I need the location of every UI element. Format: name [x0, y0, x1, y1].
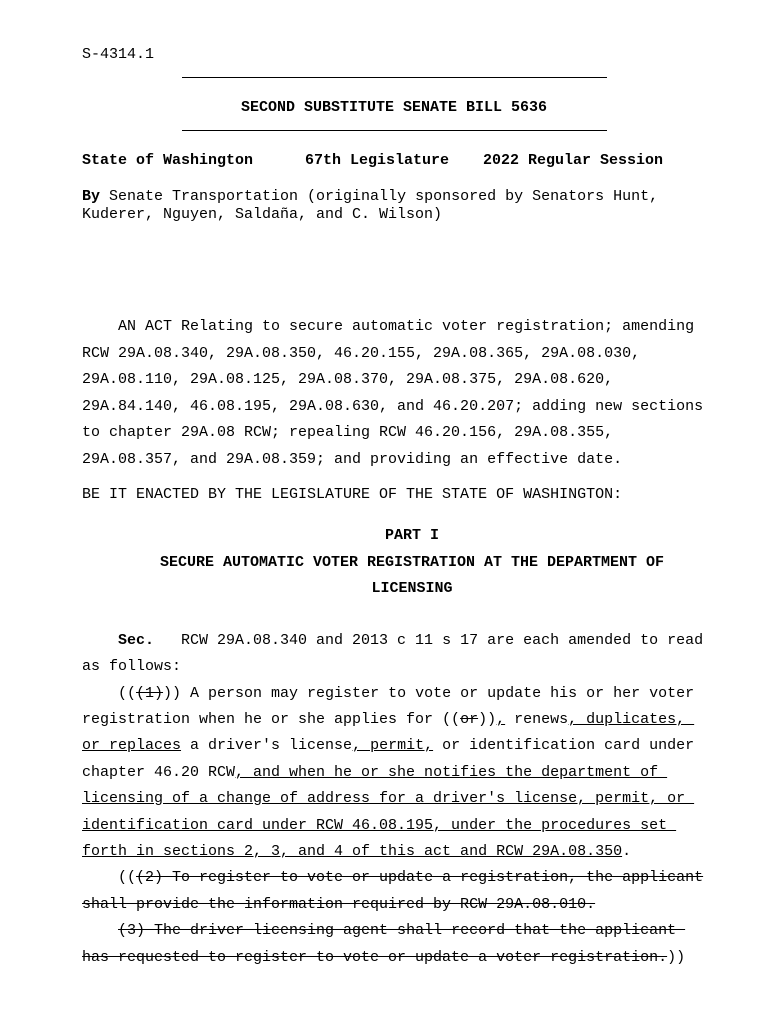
section-heading-line-2: as follows:: [82, 658, 182, 675]
section-label: Sec.: [118, 632, 155, 649]
struck-text: (1): [136, 685, 164, 702]
inserted-text: , and when he or she notifies the department of: [235, 764, 668, 781]
title-rule-bottom: [182, 130, 607, 131]
section-heading-text: RCW 29A.08.340 and 2013 c 11 s 17 are each amended to read: [154, 632, 704, 649]
text-run: a driver's license: [181, 737, 353, 754]
inserted-text: , duplicates,: [568, 711, 695, 728]
text-run: )): [667, 949, 686, 966]
para1-line-1: [82, 685, 694, 703]
para1-line-6: identification card under RCW 46.08.195, under the procedures set: [82, 817, 677, 834]
struck-text: or: [460, 711, 479, 728]
sponsor-line-1: [82, 188, 658, 206]
text-run: renews: [505, 711, 569, 728]
text-run: ((: [82, 869, 137, 886]
struck-text: (3) The driver licensing agent shall record that the applicant: [118, 922, 686, 939]
para1-line-4: [82, 764, 667, 782]
para1-line-7: [82, 843, 631, 861]
sponsor-by-label: By: [82, 188, 101, 205]
section-heading: [118, 632, 703, 650]
inserted-text: or replaces: [82, 737, 182, 754]
text-run: )) A person may register to vote or update his or her voter: [163, 685, 695, 702]
header-state: State of Washington: [82, 152, 254, 169]
text-run: )): [478, 711, 497, 728]
para2-line-2: shall provide the information required by RCW 29A.08.010.: [82, 896, 596, 913]
para3-line-2: [82, 949, 685, 967]
act-line-3: 29A.08.110, 29A.08.125, 29A.08.370, 29A.08.375, 29A.08.620,: [82, 371, 614, 388]
enacting-clause: BE IT ENACTED BY THE LEGISLATURE OF THE STATE OF WASHINGTON:: [82, 486, 623, 503]
text-run: .: [622, 843, 632, 860]
text-run: [82, 922, 118, 939]
act-line-4: 29A.84.140, 46.08.195, 29A.08.630, and 46.20.207; adding new sections: [82, 398, 704, 415]
inserted-text: , permit,: [352, 737, 434, 754]
text-run: registration when he or she applies for ((: [82, 711, 461, 728]
para2-line-1: [82, 869, 703, 887]
inserted-text: forth in sections 2, 3, and 4 of this act and RCW 29A.08.350: [82, 843, 623, 860]
act-line-1: AN ACT Relating to secure automatic voter registration; amending: [82, 318, 695, 335]
header-legislature: 67th Legislature: [305, 152, 450, 169]
para1-line-2: [82, 711, 694, 729]
title-rule-top: [182, 77, 607, 78]
part-title-line-1: SECURE AUTOMATIC VOTER REGISTRATION AT THE DEPARTMENT OF: [159, 554, 665, 571]
inserted-text: ,: [496, 711, 506, 728]
bill-title: SECOND SUBSTITUTE SENATE BILL 5636: [240, 99, 548, 116]
text-run: chapter 46.20 RCW: [82, 764, 236, 781]
document-id: S-4314.1: [82, 46, 155, 63]
para3-line-1: [82, 922, 685, 940]
sponsor-text-1: Senate Transportation (originally sponsored by Senators Hunt,: [100, 188, 659, 205]
text-run: ((: [82, 685, 137, 702]
act-line-5: to chapter 29A.08 RCW; repealing RCW 46.20.156, 29A.08.355,: [82, 424, 614, 441]
text-run: or identification card under: [433, 737, 695, 754]
act-line-2: RCW 29A.08.340, 29A.08.350, 46.20.155, 29A.08.365, 29A.08.030,: [82, 345, 641, 362]
part-title-line-2: LICENSING: [371, 580, 453, 597]
sponsor-line-2: Kuderer, Nguyen, Saldaña, and C. Wilson): [82, 206, 443, 223]
act-line-6: 29A.08.357, and 29A.08.359; and providing an effective date.: [82, 451, 623, 468]
para1-line-5: licensing of a change of address for a driver's license, permit, or: [82, 790, 695, 807]
header-session: 2022 Regular Session: [483, 152, 664, 169]
struck-text: has requested to register to vote or update a voter registration.: [82, 949, 668, 966]
para1-line-3: [82, 737, 694, 755]
part-label: PART I: [384, 527, 439, 544]
struck-text: (2) To register to vote or update a registration, the applicant: [136, 869, 704, 886]
